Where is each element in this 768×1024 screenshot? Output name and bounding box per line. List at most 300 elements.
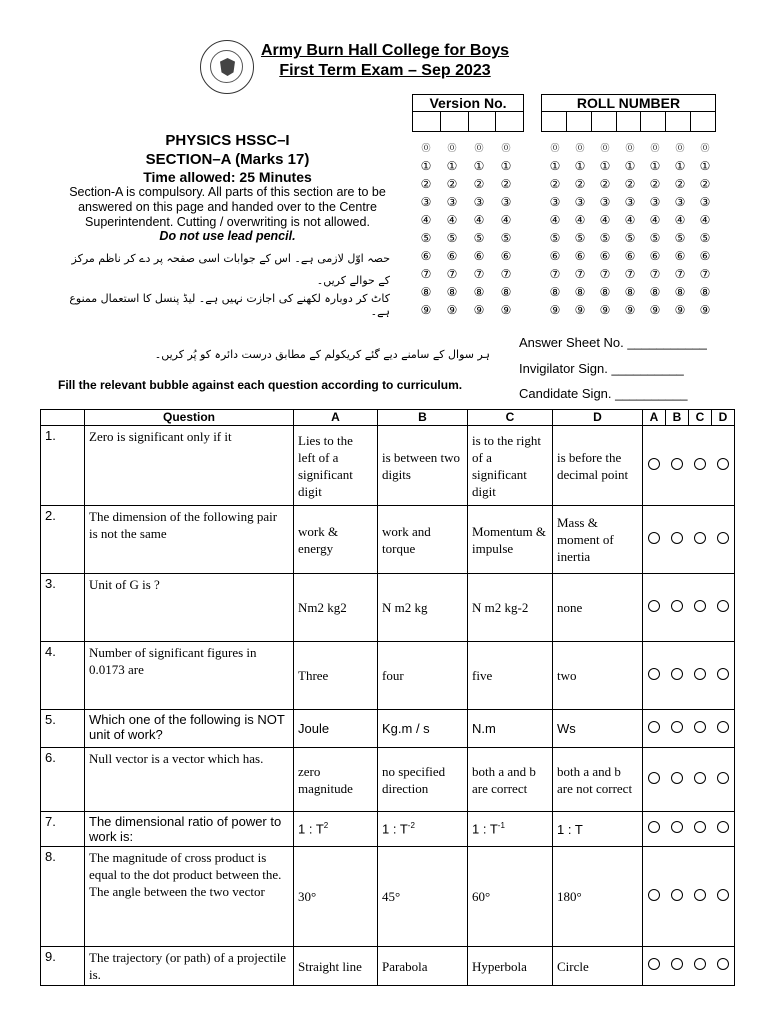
roll-bubble-column [591,139,619,319]
answer-bubble-b[interactable] [671,721,683,733]
option-d-text: two [557,668,577,683]
digit-bubble[interactable]: ④ [699,213,711,227]
answer-bubble-cell-d[interactable] [712,748,735,812]
digit-bubble[interactable]: ② [500,177,512,191]
digit-bubble[interactable]: ④ [473,213,485,227]
question-text-text: The magnitude of cross product is equal to the dot product between the. The angle between the two vector [89,850,282,899]
answer-bubble-d[interactable] [717,821,729,833]
header-bubble-b: B [666,410,689,426]
question-number-text: 9. [45,949,56,964]
option-b [378,947,468,986]
urdu-instruction-2: کاٹ کر دوبارہ لکھنے کی اجازت نہیں ہے۔ لیڈ پنسل کا استعمال ممنوع ہے۔ [69,292,390,318]
answer-bubble-cell-b[interactable] [666,947,689,986]
digit-bubble[interactable]: ⑤ [420,231,432,245]
option-d [553,574,643,642]
roll-bubble-column [641,139,669,319]
answer-bubble-d[interactable] [717,889,729,901]
option-a-text: zero magnitude [298,763,353,796]
option-d-text: both a and b are not correct [557,763,633,796]
answer-bubble-cell-d[interactable] [712,812,735,847]
digit-bubble[interactable]: ③ [649,195,661,209]
digit-bubble[interactable]: ⑧ [446,285,458,299]
digit-bubble[interactable]: ⑧ [473,285,485,299]
table-row [41,847,735,947]
roll-bubble-column [691,139,719,319]
digit-bubble[interactable]: ⑨ [599,303,611,317]
option-c-text: Hyperbola [472,958,527,974]
answer-bubble-b[interactable] [671,668,683,680]
exam-title: First Term Exam – Sep 2023 [279,62,491,79]
option-a-text: 1 : T [298,821,324,837]
header-bubble-d: D [712,410,735,426]
option-d-text: none [557,600,583,615]
question-number-text: 3. [45,576,56,591]
question-number [41,847,85,947]
option-d [553,710,643,748]
digit-bubble[interactable]: ⑧ [624,285,636,299]
option-b [378,506,468,574]
answer-bubble-cell-d[interactable] [712,426,735,506]
digit-bubble[interactable]: ⑨ [473,303,485,317]
answer-bubble-cell-a[interactable] [643,642,666,710]
question-number [41,574,85,642]
option-a-text: 30° [298,889,317,904]
digit-bubble[interactable]: ⑧ [674,285,686,299]
option-c-exponent: -1 [497,821,505,831]
digit-bubble[interactable]: ⑥ [599,249,611,263]
answer-bubble-a[interactable] [648,889,660,901]
digit-bubble[interactable]: ⓪ [650,143,660,153]
version-bubble-column [412,139,440,319]
digit-bubble[interactable]: ① [473,159,485,173]
answer-bubble-a[interactable] [648,668,660,680]
header-bubble-c: C [689,410,712,426]
option-c-text: five [472,668,493,683]
answer-bubble-c[interactable] [694,600,706,612]
table-header-row [41,410,735,426]
digit-bubble[interactable]: ⑧ [699,285,711,299]
digit-bubble[interactable]: ③ [599,195,611,209]
digit-bubble[interactable]: ④ [446,213,458,227]
digit-bubble[interactable]: ⑨ [500,303,512,317]
option-d-text: 180° [557,889,582,904]
answer-bubble-b[interactable] [671,600,683,612]
roll-number-box [541,94,716,132]
answer-bubble-c[interactable] [694,668,706,680]
digit-bubble[interactable]: ① [500,159,512,173]
digit-bubble[interactable]: ⑦ [599,267,611,281]
digit-bubble[interactable]: ① [549,159,561,173]
digit-bubble[interactable]: ⓪ [421,143,431,153]
question-text-text: Unit of G is ? [89,577,160,592]
header-bubble-a: A [643,410,666,426]
answer-bubble-cell-d[interactable] [712,642,735,710]
table-row [41,947,735,986]
digit-bubble[interactable]: ③ [549,195,561,209]
digit-bubble[interactable]: ⑦ [473,267,485,281]
option-b-text: Parabola [382,958,428,974]
answer-bubble-b[interactable] [671,958,683,970]
digit-bubble[interactable]: ⑤ [624,231,636,245]
digit-bubble[interactable]: ⓪ [474,143,484,153]
answer-bubble-cell-d[interactable] [712,710,735,748]
answer-bubble-cell-a[interactable] [643,748,666,812]
digit-bubble[interactable]: ⑦ [574,267,586,281]
digit-bubble[interactable]: ⑧ [420,285,432,299]
table-row [41,710,735,748]
table-row [41,426,735,506]
header-option-c: C [468,410,553,426]
digit-bubble[interactable]: ② [649,177,661,191]
question-text [85,947,294,986]
digit-bubble[interactable]: ④ [500,213,512,227]
digit-bubble[interactable]: ⑧ [599,285,611,299]
answer-bubble-cell-d[interactable] [712,847,735,947]
answer-bubble-c[interactable] [694,532,706,544]
answer-bubble-cell-b[interactable] [666,748,689,812]
version-label: Version No. [412,94,524,112]
question-number [41,748,85,812]
digit-bubble[interactable]: ① [624,159,636,173]
question-number [41,947,85,986]
answer-bubble-cell-a[interactable] [643,426,666,506]
answer-bubble-d[interactable] [717,772,729,784]
answer-bubble-a[interactable] [648,821,660,833]
digit-bubble[interactable]: ⑨ [420,303,432,317]
digit-bubble[interactable]: ⑥ [473,249,485,263]
header-question: Question [85,410,294,426]
digit-bubble[interactable]: ③ [446,195,458,209]
digit-bubble[interactable]: ⓪ [600,143,610,153]
option-c [468,642,553,710]
digit-bubble[interactable]: ⑤ [699,231,711,245]
option-d-text: Mass & moment of inertia [557,515,614,564]
answer-bubble-cell-c[interactable] [689,642,712,710]
question-text-text: Zero is significant only if it [89,429,232,444]
roll-bubble-column [616,139,644,319]
header-option-b: B [378,410,468,426]
digit-bubble[interactable]: ② [549,177,561,191]
question-number [41,642,85,710]
digit-bubble[interactable]: ④ [599,213,611,227]
answer-bubble-cell-a[interactable] [643,710,666,748]
answer-bubble-b[interactable] [671,532,683,544]
option-c-text: is to the right of a significant digit [472,432,541,499]
answer-bubble-d[interactable] [717,458,729,470]
digit-bubble[interactable]: ② [446,177,458,191]
answer-bubble-c[interactable] [694,958,706,970]
section-title: SECTION–A (Marks 17) [145,151,310,168]
digit-bubble[interactable]: ⑤ [674,231,686,245]
digit-bubble[interactable]: ④ [549,213,561,227]
option-a [294,847,378,947]
digit-bubble[interactable]: ⑦ [674,267,686,281]
answer-bubble-cell-c[interactable] [689,710,712,748]
candidate-sign[interactable]: Candidate Sign. __________ [519,386,688,401]
answer-bubble-b[interactable] [671,772,683,784]
digit-bubble[interactable]: ⑥ [500,249,512,263]
answer-bubble-cell-c[interactable] [689,947,712,986]
digit-bubble[interactable]: ⑦ [446,267,458,281]
answer-bubble-cell-c[interactable] [689,812,712,847]
digit-bubble[interactable]: ⑥ [699,249,711,263]
subject-title: PHYSICS HSSC–I [165,132,290,149]
option-c [468,847,553,947]
answer-bubble-a[interactable] [648,458,660,470]
digit-bubble[interactable]: ⑦ [624,267,636,281]
option-a-text: Joule [298,721,330,736]
question-number-text: 7. [45,814,56,829]
time-allowed: Time allowed: 25 Minutes [143,169,312,185]
question-number [41,812,85,847]
answer-bubble-d[interactable] [717,668,729,680]
answer-bubble-cell-b[interactable] [666,642,689,710]
option-d [553,812,643,847]
digit-bubble[interactable]: ⑥ [549,249,561,263]
option-d-text: 1 : T [557,821,583,837]
answer-bubble-cell-c[interactable] [689,748,712,812]
answer-bubble-cell-d[interactable] [712,947,735,986]
digit-bubble[interactable]: ⑦ [420,267,432,281]
answer-bubble-a[interactable] [648,600,660,612]
answer-bubble-cell-c[interactable] [689,574,712,642]
digit-bubble[interactable]: ⑤ [599,231,611,245]
digit-bubble[interactable]: ④ [649,213,661,227]
digit-bubble[interactable]: ② [599,177,611,191]
roll-bubble-column [541,139,569,319]
digit-bubble[interactable]: ⓪ [501,143,511,153]
roll-bubble-column [666,139,694,319]
option-d-text: Circle [557,958,589,974]
option-a-text: Straight line [298,958,362,974]
option-c-text: N.m [472,721,496,736]
digit-bubble[interactable]: ③ [574,195,586,209]
digit-bubble[interactable]: ③ [500,195,512,209]
digit-bubble[interactable]: ⑥ [420,249,432,263]
option-a [294,642,378,710]
option-c [468,748,553,812]
answer-bubble-c[interactable] [694,821,706,833]
digit-bubble[interactable]: ⑧ [649,285,661,299]
digit-bubble[interactable]: ① [649,159,661,173]
answer-bubble-d[interactable] [717,721,729,733]
digit-bubble[interactable]: ⑦ [500,267,512,281]
digit-bubble[interactable]: ③ [473,195,485,209]
table-row [41,748,735,812]
answer-bubble-c[interactable] [694,458,706,470]
question-text-text: Null vector is a vector which has. [89,751,264,766]
answer-bubble-cell-d[interactable] [712,574,735,642]
question-text [85,642,294,710]
digit-bubble[interactable]: ② [473,177,485,191]
urdu-instruction-1: حصہ اوّل لازمی ہے۔ اس کے جوابات اسی صفحہ پر دے کر ناظم مرکز کے حوالے کریں۔ [71,252,390,287]
digit-bubble[interactable]: ⓪ [575,143,585,153]
version-bubble-column [492,139,520,319]
answer-bubble-b[interactable] [671,889,683,901]
answer-bubble-b[interactable] [671,458,683,470]
header-no [41,410,85,426]
digit-bubble[interactable]: ⑤ [473,231,485,245]
table-row [41,642,735,710]
answer-bubble-a[interactable] [648,958,660,970]
digit-bubble[interactable]: ① [699,159,711,173]
answer-bubble-c[interactable] [694,889,706,901]
option-a-exponent: 2 [323,821,329,831]
digit-bubble[interactable]: ⑥ [574,249,586,263]
question-text [85,710,294,748]
option-a [294,748,378,812]
option-a [294,574,378,642]
option-b [378,642,468,710]
answer-bubble-cell-a[interactable] [643,506,666,574]
option-d [553,947,643,986]
digit-bubble[interactable]: ⓪ [447,143,457,153]
version-cells[interactable] [412,112,524,132]
question-text-text: The dimension of the following pair is not the same [89,509,278,541]
question-text-text: The dimensional ratio of power to work is: [89,814,282,844]
digit-bubble[interactable]: ⓪ [625,143,635,153]
header-option-d: D [553,410,643,426]
option-b-text: is between two digits [382,449,460,482]
answer-bubble-cell-c[interactable] [689,847,712,947]
digit-bubble[interactable]: ⑤ [549,231,561,245]
option-c-text: both a and b are correct [472,763,536,796]
digit-bubble[interactable]: ① [674,159,686,173]
answer-bubble-d[interactable] [717,600,729,612]
digit-bubble[interactable]: ④ [674,213,686,227]
answer-bubble-cell-a[interactable] [643,574,666,642]
digit-bubble[interactable]: ⑥ [624,249,636,263]
digit-bubble[interactable]: ③ [624,195,636,209]
digit-bubble[interactable]: ⑨ [674,303,686,317]
answer-bubble-cell-b[interactable] [666,574,689,642]
urdu-instruction-3: ہر سوال کے سامنے دیے گئے کریکولم کے مطابق درست دائرہ کو پُر کریں۔ [154,348,490,361]
answer-bubble-d[interactable] [717,958,729,970]
digit-bubble[interactable]: ② [674,177,686,191]
answer-sheet-no[interactable]: Answer Sheet No. ___________ [519,335,707,350]
option-a-text: Nm2 kg2 [298,600,347,615]
option-b-text: four [382,668,404,683]
answer-bubble-cell-a[interactable] [643,947,666,986]
answer-bubble-cell-c[interactable] [689,506,712,574]
question-text-text: Number of significant figures in 0.0173 are [89,645,257,677]
digit-bubble[interactable]: ⑧ [574,285,586,299]
digit-bubble[interactable]: ⑦ [699,267,711,281]
digit-bubble[interactable]: ⓪ [700,143,710,153]
answer-bubble-a[interactable] [648,721,660,733]
digit-bubble[interactable]: ② [699,177,711,191]
answer-bubble-b[interactable] [671,821,683,833]
digit-bubble[interactable]: ⑨ [549,303,561,317]
digit-bubble[interactable]: ⓪ [675,143,685,153]
option-d [553,847,643,947]
answer-bubble-cell-a[interactable] [643,812,666,847]
question-text-text: The trajectory (or path) of a projectile is. [89,950,287,982]
digit-bubble[interactable]: ⑤ [649,231,661,245]
option-b-text: no specified direction [382,763,446,796]
option-a [294,710,378,748]
option-d [553,748,643,812]
option-b [378,426,468,506]
digit-bubble[interactable]: ⑨ [624,303,636,317]
digit-bubble[interactable]: ① [599,159,611,173]
question-number-text: 1. [45,428,56,443]
table-row [41,506,735,574]
digit-bubble[interactable]: ① [446,159,458,173]
question-table [40,409,735,986]
digit-bubble[interactable]: ⑨ [574,303,586,317]
digit-bubble[interactable]: ④ [574,213,586,227]
option-c [468,506,553,574]
college-name: Army Burn Hall College for Boys [260,42,510,59]
answer-bubble-c[interactable] [694,721,706,733]
digit-bubble[interactable]: ⑨ [649,303,661,317]
option-c [468,812,553,847]
answer-bubble-cell-a[interactable] [643,847,666,947]
option-c-text: Momentum & impulse [472,523,547,556]
digit-bubble[interactable]: ③ [674,195,686,209]
digit-bubble[interactable]: ⑥ [649,249,661,263]
answer-bubble-c[interactable] [694,772,706,784]
digit-bubble[interactable]: ⑥ [674,249,686,263]
digit-bubble[interactable]: ⑧ [500,285,512,299]
answer-bubble-cell-b[interactable] [666,710,689,748]
digit-bubble[interactable]: ② [624,177,636,191]
digit-bubble[interactable]: ⑧ [549,285,561,299]
answer-bubble-a[interactable] [648,772,660,784]
digit-bubble[interactable]: ⓪ [550,143,560,153]
roll-number-cells[interactable] [541,112,716,132]
option-c-text: 1 : T [472,821,498,837]
digit-bubble[interactable]: ⑤ [574,231,586,245]
answer-bubble-cell-c[interactable] [689,426,712,506]
digit-bubble[interactable]: ② [574,177,586,191]
answer-bubble-cell-b[interactable] [666,426,689,506]
answer-bubble-cell-b[interactable] [666,812,689,847]
digit-bubble[interactable]: ⑦ [549,267,561,281]
answer-bubble-d[interactable] [717,532,729,544]
option-a [294,812,378,847]
option-d-text: Ws [557,721,576,736]
option-a-text: Lies to the left of a significant digit [298,432,353,499]
option-b [378,748,468,812]
digit-bubble[interactable]: ④ [420,213,432,227]
version-bubble-column [438,139,466,319]
question-text [85,812,294,847]
option-c [468,426,553,506]
digit-bubble[interactable]: ① [420,159,432,173]
answer-bubble-cell-b[interactable] [666,506,689,574]
answer-bubble-cell-b[interactable] [666,847,689,947]
digit-bubble[interactable]: ⑨ [446,303,458,317]
digit-bubble[interactable]: ② [420,177,432,191]
digit-bubble[interactable]: ⑤ [446,231,458,245]
answer-bubble-a[interactable] [648,532,660,544]
option-b-text: Kg.m / s [382,721,430,736]
digit-bubble[interactable]: ③ [420,195,432,209]
digit-bubble[interactable]: ⑥ [446,249,458,263]
digit-bubble[interactable]: ④ [624,213,636,227]
option-c-text: 60° [472,889,491,904]
digit-bubble[interactable]: ⑨ [699,303,711,317]
answer-bubble-cell-d[interactable] [712,506,735,574]
digit-bubble[interactable]: ⑦ [649,267,661,281]
digit-bubble[interactable]: ⑤ [500,231,512,245]
digit-bubble[interactable]: ① [574,159,586,173]
question-text [85,506,294,574]
digit-bubble[interactable]: ③ [699,195,711,209]
invigilator-sign[interactable]: Invigilator Sign. __________ [519,361,684,376]
